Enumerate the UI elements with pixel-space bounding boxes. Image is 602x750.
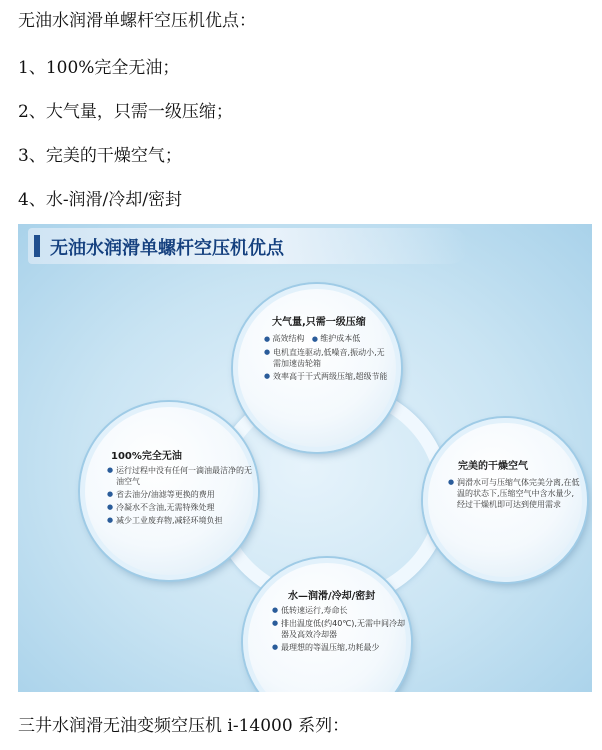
large-airflow-circle (233, 284, 401, 452)
circle-heading: 完美的干燥空气 (458, 461, 528, 472)
bullet-item: ● 高效结构 (264, 334, 304, 343)
advantage-point-1: 1、100%完全无油； (18, 58, 180, 78)
circle-heading: 100%完全无油 (111, 451, 182, 462)
bullet-list (107, 465, 257, 528)
bullet-list (264, 347, 392, 384)
bullet-item: ● 润滑水可与压缩气体完美分离,在低温的状态下,压缩空气中含水量少,经过干燥机即可达到使用需求 (448, 477, 582, 510)
bullet-item: ● 低转速运行,寿命长 (272, 605, 412, 616)
bullet-item: ● 运行过程中没有任何一滴油最洁净的无油空气 (107, 465, 257, 487)
header-accent-mark (34, 235, 40, 257)
document-title: 无油水润滑单螺杆空压机优点： (18, 11, 256, 31)
bullet-list (272, 605, 412, 655)
poster-title: 无油水润滑单螺杆空压机优点 (50, 238, 284, 259)
bullet-item: ● 最理想的等温压缩,功耗最少 (272, 642, 412, 653)
advantages-poster (18, 224, 592, 692)
bullet-item: ● 冷凝水不含油,无需特殊处理 (107, 502, 257, 513)
advantage-point-4: 4、水-润滑/冷却/密封 (18, 190, 183, 210)
circle-heading: 大气量,只需一级压缩 (272, 317, 366, 328)
bullet-item: ● 维护成本低 (312, 334, 360, 343)
bullet-list (448, 477, 582, 512)
poster-header-bar (28, 228, 468, 264)
advantage-point-2: 2、大气量，只需一级压缩； (18, 102, 233, 122)
series-footer-line: 三井水润滑无油变频空压机 i-14000 系列： (18, 716, 350, 736)
oil-free-circle (80, 402, 258, 580)
dry-air-circle (423, 418, 587, 582)
bullet-item: ● 电机直连驱动,低噪音,振动小,无需加速齿轮箱 (264, 347, 392, 369)
bullet-item: ● 省去油分/油滤等更换的费用 (107, 489, 257, 500)
bullet-item: ● 排出温度低(约40℃),无需中间冷却器及高效冷却器 (272, 618, 412, 640)
inline-bullet-row (264, 333, 365, 345)
bullet-item: ● 减少工业废弃物,减轻环境负担 (107, 515, 257, 526)
advantage-point-3: 3、完美的干燥空气； (18, 146, 182, 166)
bullet-item: ● 效率高于干式两级压缩,超级节能 (264, 371, 392, 382)
circle-heading: 水—润滑/冷却/密封 (288, 591, 376, 602)
